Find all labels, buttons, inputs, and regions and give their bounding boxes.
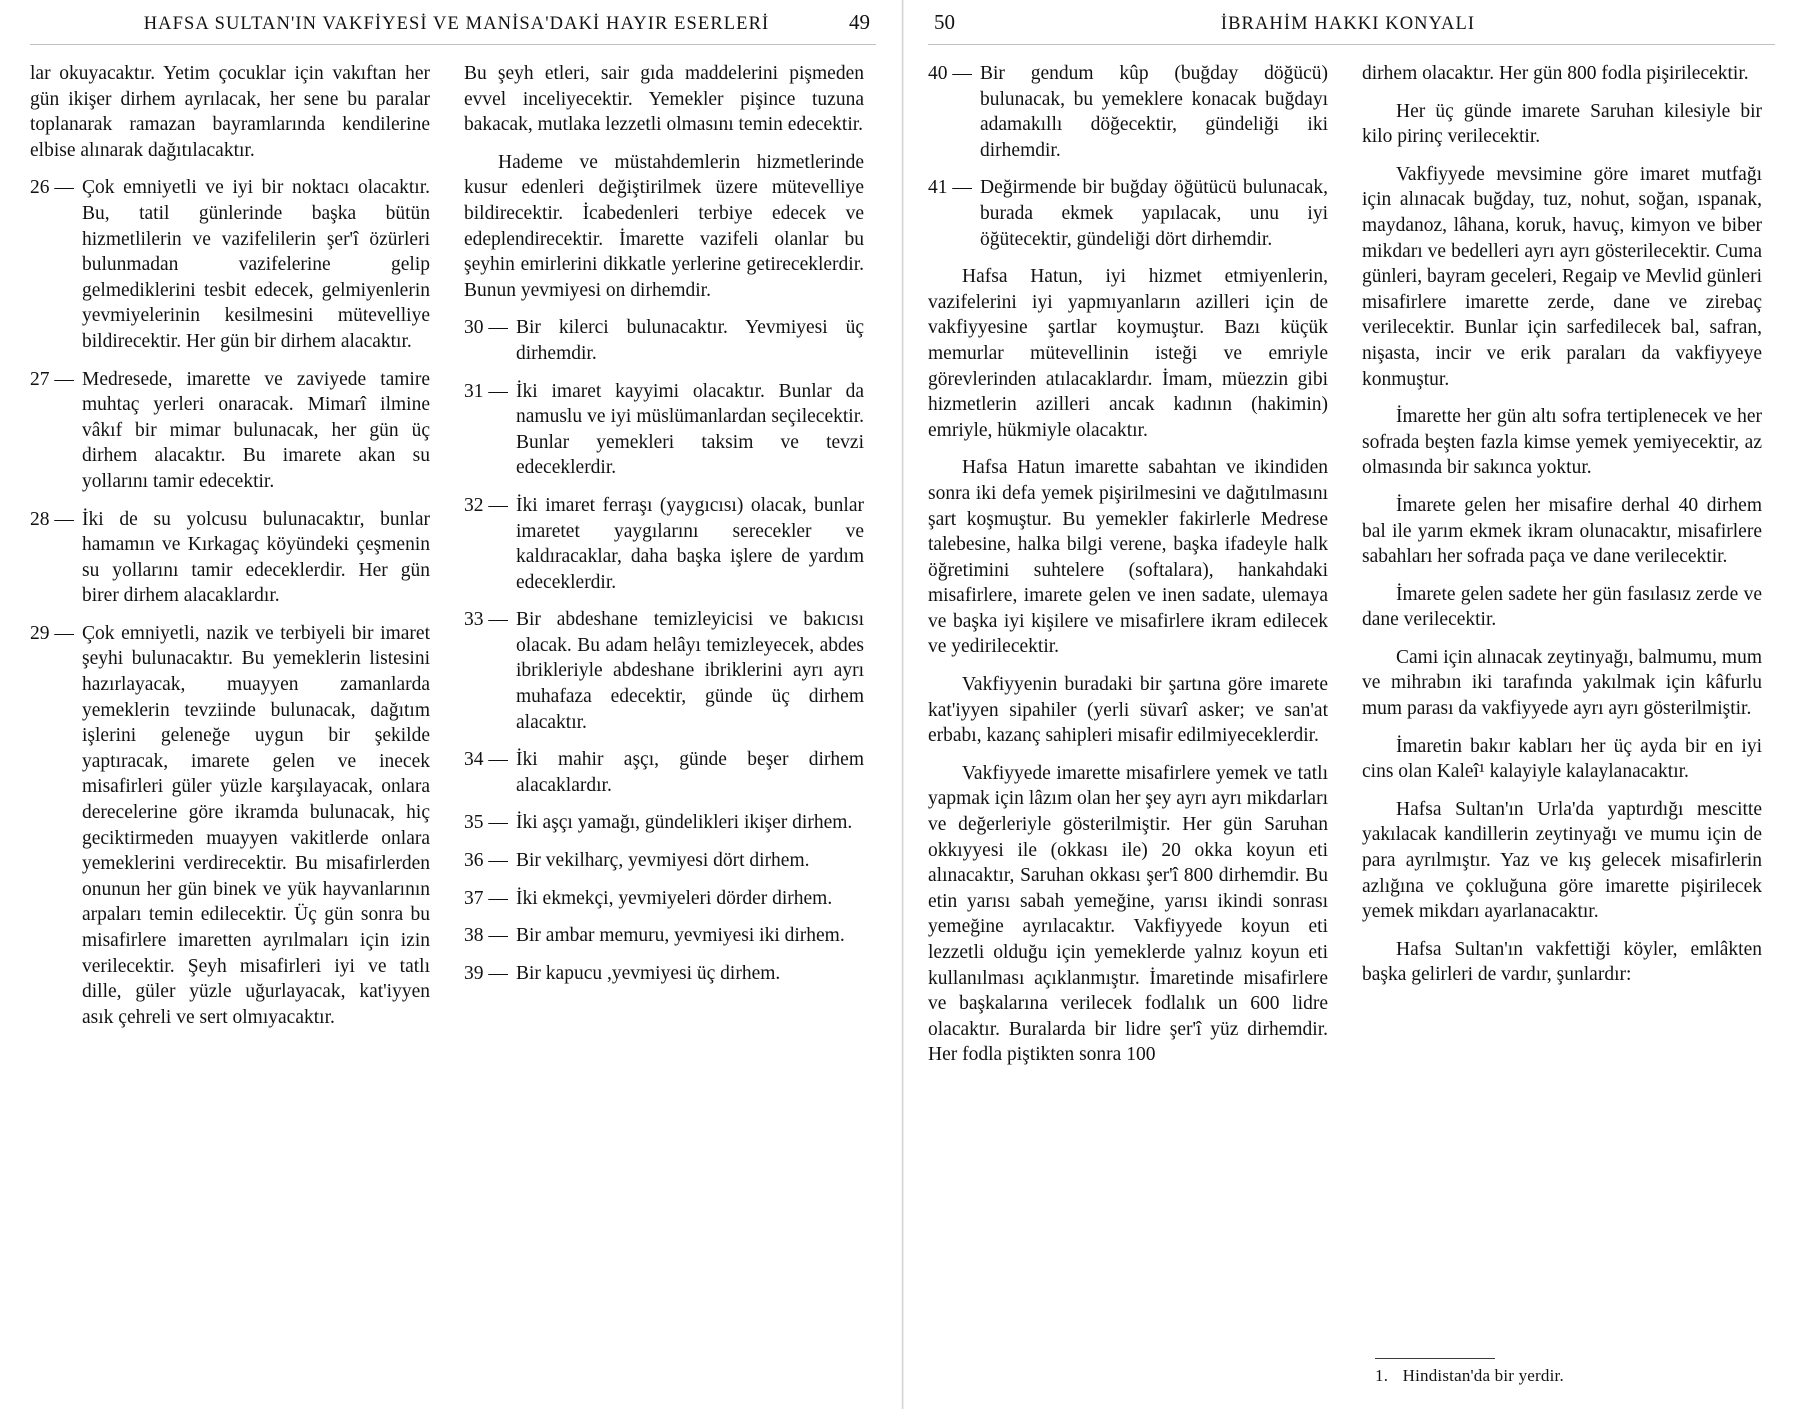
item-text: İki imaret ferraşı (yaygıcısı) olacak, bunlar imaretet yaygılarını serecekler ve kaldıracaklar, daha başka işlere de yardım edeceklerdir.	[516, 494, 864, 593]
right-column-1	[928, 61, 1328, 1080]
footnote-area	[1375, 1358, 1775, 1387]
item-text: İki aşçı yamağı, gündelikleri ikişer dirhem.	[516, 812, 853, 834]
item-number: 26 —	[30, 177, 74, 199]
item-text: Bir ambar memuru, yevmiyesi iki dirhem.	[516, 925, 845, 947]
item-number: 28 —	[30, 508, 74, 530]
item-number: 27 —	[30, 368, 74, 390]
paragraph: Bu şeyh etleri, sair gıda maddelerini pişmeden evvel inceliyecektir. Yemekler pişince tuzuna bakacak, mutlaka lezzetli olmasını temin edecektir.	[464, 63, 864, 136]
paragraph: Hafsa Hatun, iyi hizmet etmiyenlerin, vazifelerini iyi yapmıyanların azilleri için de vakfiyyesine şartlar koymuştur. Bazı küçük memurlar mütevellinin isteği ve emriyle görevlerinden atılacaklardır. İmam, müezzin gibi hizmetlerin azilleri ancak kadının (hakimin) emriyle, hükmiyle olacaktır.	[928, 266, 1328, 441]
item-number: 31 —	[464, 380, 508, 402]
item-text: Bir kapucu ,yevmiyesi üç dirhem.	[516, 962, 781, 984]
footnote	[1375, 1365, 1775, 1387]
paragraph: dirhem olacaktır. Her gün 800 fodla pişirilecektir.	[1362, 63, 1749, 84]
paragraph: Vakfiyyede mevsimine göre imaret mutfağı için alınacak buğday, tuz, nohut, soğan, ıspanak, maydanoz, lâhana, koruk, havuç, kimyon ve biber mikdarı ve bedelleri ayrı ayrı gösterilecektir. Cuma günleri, bayram geceleri, Regaip ve Mevlid günleri misafirlere imarette zerde, dane ve zirebaç verilecektir. Bunlar için sarfedilecek bal, safran, nişasta, incir ve erik paraları da vakfiyyeye konmuştur.	[1362, 163, 1762, 390]
item-number: 41 —	[928, 177, 972, 199]
numbered-item-38	[464, 923, 864, 949]
right-header-rule	[928, 44, 1775, 45]
paragraph: İmarete gelen her misafire derhal 40 dirhem bal ile yarım ekmek ikram olunacaktır, misafirlere sabahları her sofrada paça ve dane verilecektir.	[1362, 494, 1762, 568]
item-text: Bir abdeshane temizleyicisi ve bakıcısı olacak. Bu adam helâyı temizleyecek, abdes ibrikleriyle abdeshane ibriklerini ayrı ayrı muhafaza edecektir, günde üç dirhem alacaktır.	[516, 609, 864, 733]
footnote-text: Hindistan'da bir yerdir.	[1402, 1366, 1564, 1385]
item-text: Medresede, imarette ve zaviyede tamire muhtaç yerleri onaracak. Mimarî ilmine vâkıf bir mimar bulunacak, her gün üç dirhem alacaktır. Bu imarete akan su yollarını tamir edecektir.	[82, 368, 430, 492]
numbered-item-36	[464, 848, 864, 874]
paragraph: Hafsa Hatun imarette sabahtan ve ikindiden sonra iki defa yemek pişirilmesini ve dağıtılmasını şart koşmuştur. Bu yemekler fakirlerle Medrese talebesine, halka bilgi verene, başka ifadeyle halk öğretimini suhtelere (softalara), hankahdaki misafirlere, imarete gelen ve inen sadate, ulemaya ve başka iyi kişilere ve misafirlere ikram edilecek ve yedirilecektir.	[928, 457, 1328, 658]
item-text: İki de su yolcusu bulunacaktır, bunlar hamamın ve Kırkagaç köyündeki çeşmenin su yollarını tamir edeceklerdir. Her gün birer dirhem alacaklardır.	[82, 508, 430, 607]
item-text: Değirmende bir buğday öğütücü bulunacak, burada ekmek yapılacak, unu iyi öğütecektir, gündeliği dört dirhemdir.	[980, 177, 1328, 250]
numbered-item-26	[30, 175, 430, 354]
paragraph: Hafsa Sultan'ın Urla'da yaptırdığı mescitte yakılacak kandillerin zeytinyağı ve mumu için de para ayrılmıştır. Yaz ve kış gelecek misafirlerin azlığına ve çokluğuna göre imarette pişirilecek yemek mikdarı ayarlanacaktır.	[1362, 798, 1762, 923]
paragraph: lar okuyacaktır. Yetim çocuklar için vakıftan her gün ikişer dirhem ayrılacak, her sene bu paralar toplanarak ramazan bayramlarında kendilerine elbise alınarak dağıtılacaktır.	[30, 63, 430, 161]
right-running-head-title: İBRAHİM HAKKI KONYALI	[1220, 14, 1476, 34]
item-text: Çok emniyetli ve iyi bir noktacı olacaktır. Bu, tatil günlerinde başka bütün hizmetlilerin ve vazifelilerin şer'î özürleri bulunmadan vazifelerine gelip gelmediklerini tesbit edecek, gelmiyenlerin yevmiyelerinin kesilmesini mütevelliye bildirecektir. Her gün bir dirhem alacaktır.	[82, 177, 430, 352]
item-text: Bir vekilharç, yevmiyesi dört dirhem.	[516, 850, 810, 872]
item-text: İki imaret kayyimi olacaktır. Bunlar da namuslu ve iyi müslümanlardan seçilecektir. Bunlar yemekleri taksim ve tevzi edeceklerdir.	[516, 380, 864, 479]
paragraph: İmarette her gün altı sofra tertiplenecek ve her sofrada beşten fazla kimse yemek yemiyecektir, az olmasında bir sakınca yoktur.	[1362, 406, 1762, 479]
numbered-item-29	[30, 621, 430, 1031]
item-number: 34 —	[464, 749, 508, 771]
left-page	[0, 0, 902, 1409]
right-columns	[928, 61, 1775, 1080]
item-number: 33 —	[464, 609, 508, 631]
footnote-rule	[1375, 1358, 1495, 1359]
footnote-marker: 1.	[1375, 1366, 1389, 1385]
item-number: 32 —	[464, 494, 508, 516]
item-text: İki mahir aşçı, günde beşer dirhem alacaklardır.	[516, 749, 864, 796]
numbered-item-39	[464, 961, 864, 987]
numbered-item-27	[30, 367, 430, 495]
item-number: 36 —	[464, 850, 508, 872]
numbered-item-31	[464, 379, 864, 481]
left-running-head	[30, 0, 876, 40]
numbered-item-28	[30, 507, 430, 609]
item-number: 35 —	[464, 812, 508, 834]
numbered-item-34	[464, 747, 864, 798]
item-number: 37 —	[464, 887, 508, 909]
left-column-1	[30, 61, 430, 1042]
item-text: Bir gendum kûp (buğday döğücü) bulunacak, bu yemeklere konacak buğdayı adamakıllı döğecektir, gündeliği iki dirhemdir.	[980, 63, 1328, 161]
right-column-2	[1362, 61, 1762, 1080]
item-text: İki ekmekçi, yevmiyeleri dörder dirhem.	[516, 887, 833, 909]
numbered-item-37	[464, 886, 864, 912]
item-number: 29 —	[30, 622, 74, 644]
left-running-head-title: HAFSA SULTAN'IN VAKFİYESİ VE MANİSA'DAKİ HAYIR ESERLERİ	[143, 14, 770, 34]
item-number: 40 —	[928, 63, 972, 84]
paragraph: İmarete gelen sadete her gün fasılasız zerde ve dane verilecektir.	[1362, 583, 1762, 631]
paragraph: Cami için alınacak zeytinyağı, balmumu, mum ve mihrabın iki tarafında yakılmak için kâfurlu mum parası da vakfiyyede ayrı ayrı gösterilmiştir.	[1362, 646, 1762, 720]
numbered-item-35	[464, 810, 864, 836]
item-number: 38 —	[464, 925, 508, 947]
paragraph: İmaretin bakır kabları her üç ayda bir en iyi cins olan Kaleî¹ kalayiyle kalaylanacaktır.	[1362, 735, 1762, 783]
left-header-rule	[30, 44, 876, 45]
numbered-item-32	[464, 493, 864, 595]
item-number: 39 —	[464, 962, 508, 984]
paragraph: Her üç günde imarete Saruhan kilesiyle bir kilo pirinç verilecektir.	[1362, 100, 1762, 148]
paragraph: Vakfiyyenin buradaki bir şartına göre imarete kat'iyyen sipahiler (yerli süvarî asker; ve san'at erbabı, kazanç sahipleri misafir edilmiyeceklerdir.	[928, 674, 1328, 747]
numbered-item-30	[464, 315, 864, 366]
item-number: 30 —	[464, 317, 508, 339]
right-page-number: 50	[934, 10, 955, 34]
left-page-number: 49	[849, 10, 870, 34]
right-running-head	[928, 0, 1775, 40]
item-text: Çok emniyetli, nazik ve terbiyeli bir imaret şeyhi bulunacaktır. Bu yemeklerin listesini hazırlayacak, muayyen zamanlarda yemeklerin tevziinde bulunacak, dağıtım işlerini geleneğe uygun bir şekilde yaptıracak, imarete gelen ve inecek misafirleri güler yüzle karşılayacak, onlara derecelerine göre ikramda bulunacak, hiç geciktirmeden muayyen vakitlerde onlara yemeklerini verdirecektir. Bu misafirlerden onunun her gün binek ve yük hayvanlarının arpaları temin edilecektir. Üç gün sonra bu misafirlere imaretten ayrılmaları için izin verilecektir. Şeyh misafirleri iyi ve tatlı dille, güler yüzle uğurlayacak, kat'iyyen asık çehreli ve sert olmıyacaktır.	[82, 622, 430, 1028]
right-page	[902, 0, 1805, 1409]
left-columns	[30, 61, 876, 1042]
paragraph: Vakfiyyede imarette misafirlere yemek ve tatlı yapmak için lâzım olan her şey ayrı ayrı mikdarları ve değerleriyle gösterilmiştir. Her gün Saruhan okkıyyesi ile (okkası ile) 20 okka koyun eti alınacaktır, Saruhan okkası şer'î 800 dirhemdir. Bu etin yarısı sabah yemeğine, yarısı ikindi sonrası yemeğine ayrılacaktır. Vakfiyyede koyun eti lezzetli olduğu için yemeklerde yalnız koyun eti kullanılması açıklanmıştır. İmaretinde misafirlere ve başkalarına verilecek fodlalık un 600 lidre olacaktır. Buralarda bir lidre şer'î yüz dirhemdir. Her fodla piştikten sonra 100	[928, 762, 1328, 1066]
paragraph: Hademe ve müstahdemlerin hizmetlerinde kusur edenleri değiştirilmek üzere mütevelliye bildirecektir. İcabedenleri terbiye edecek ve edeplendirecektir. İmarette vazifeli olanlar bu şeyhin emirlerini dikkatle yerlerine getireceklerdir. Bunun yevmiyesi on dirhemdir.	[464, 151, 864, 301]
numbered-item-33	[464, 607, 864, 735]
item-text: Bir kilerci bulunacaktır. Yevmiyesi üç dirhemdir.	[516, 317, 864, 364]
numbered-item-41	[928, 175, 1328, 252]
numbered-item-40	[928, 61, 1328, 163]
left-column-2	[464, 61, 864, 1042]
paragraph: Hafsa Sultan'ın vakfettiği köyler, emlâkten başka gelirleri de vardır, şunlardır:	[1362, 938, 1762, 986]
